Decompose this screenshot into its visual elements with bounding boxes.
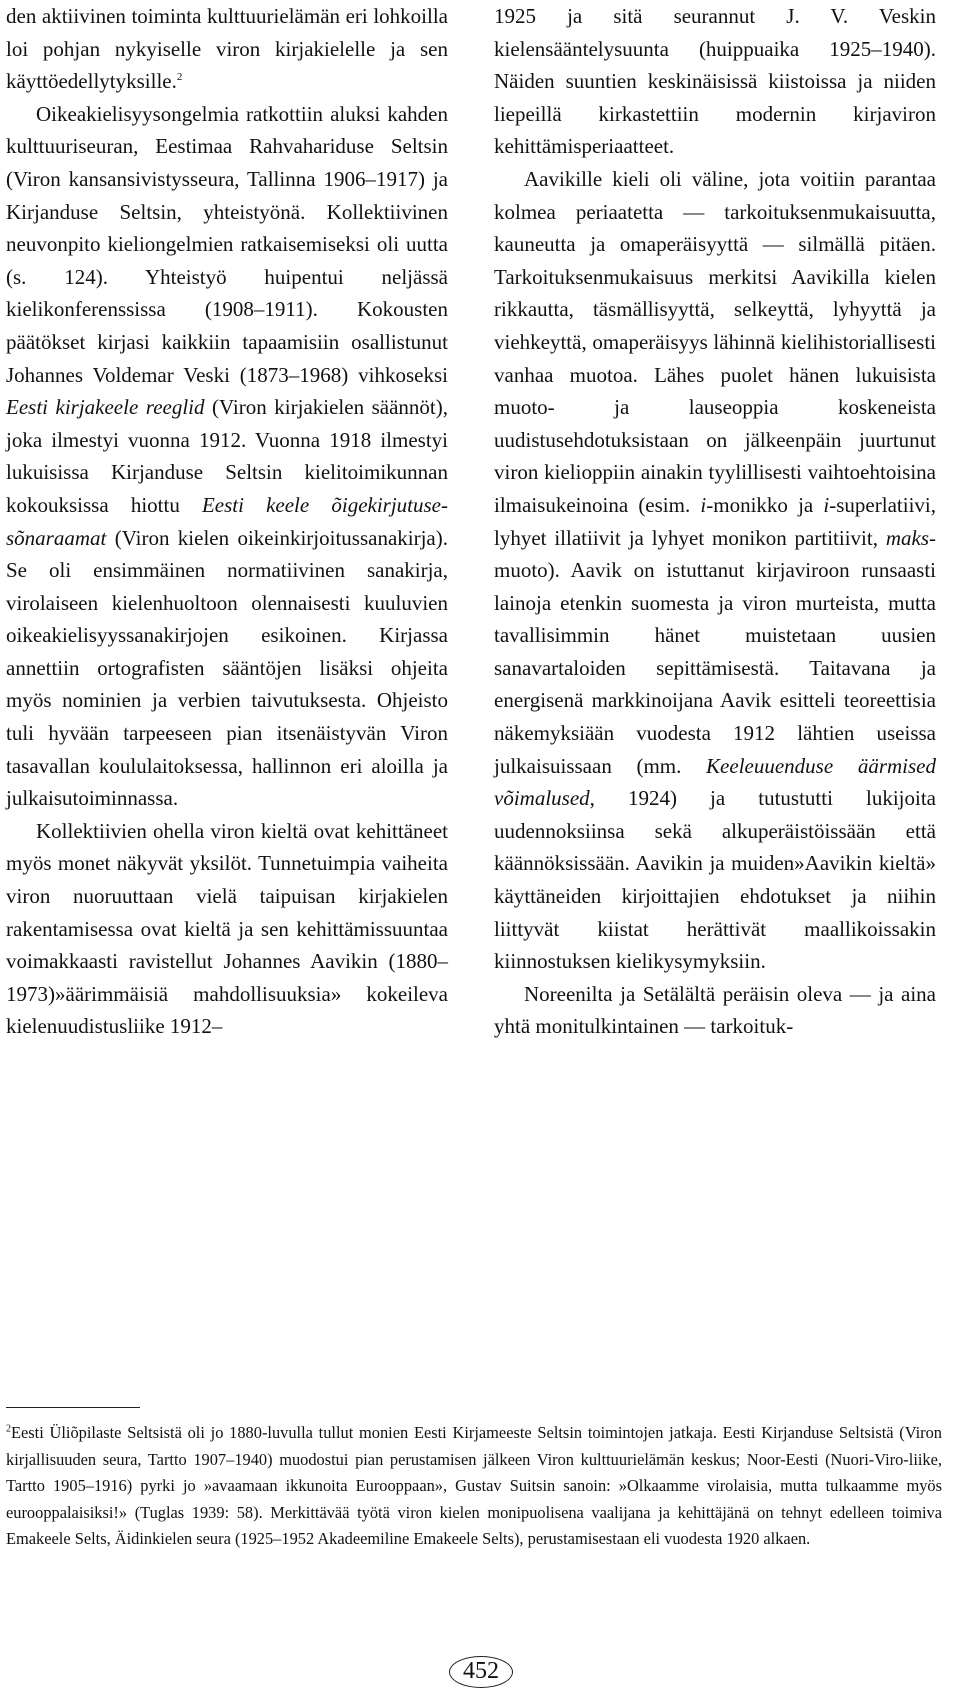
footnote-reference[interactable]: 2	[176, 71, 183, 84]
page-number: 452	[449, 1656, 513, 1688]
footnote	[6, 1420, 942, 1553]
footnote-text: Eesti Üliõpilaste Seltsistä oli jo 1880-luvulla tullut monien Eesti Kirjameeste Seltsin toimintojen jatkaja. Eesti Kirjanduse Seltsistä (Viron kirjallisuuden seura, Tartto 1907–1940) muodostui pian perustamisen jälkeen Viron kulttuurielämän keskus; Noor-Eesti (Nuori-Viro-liike, Tartto 1905–1916) pyrki jo »avaamaan ikkunoita Eurooppaan», Gustav Suitsin sanoin: »Olkaamme virolaisia, mutta tulkaamme myös eurooppalaisiksi!» (Tuglas 1939: 58). Merkittävää työtä viron kielen monipuolisena vaalijana ja kehittäjänä on tehnyt edelleen toimiva Emakeele Selts, Äidinkielen seura (1925–1952 Akadeemiline Emakeele Selts), perustamisestaan eli vuodesta 1920 alkaen.	[6, 1423, 942, 1548]
italic-term: i	[823, 492, 830, 517]
footnote-divider	[6, 1407, 140, 1408]
right-text-column	[494, 0, 936, 1043]
italic-term: maks	[885, 525, 929, 550]
paragraph	[494, 978, 936, 1043]
paragraph-text: (Viron kirjakielen säännöt), joka ilmestyi vuonna 1912. Vuonna 1918 ilmestyi lukuisissa Kirjanduse Seltsin kielitoimikunnan kokouksissa hiottu	[6, 395, 448, 517]
paragraph	[494, 0, 936, 163]
paragraph-text: Oikeakielisyysongelmia ratkottiin aluksi kahden kulttuuriseuran, Eestimaa Rahvahariduse Seltsin (Viron kansansivistysseura, Tallinna 1906–1917) ja Kirjanduse Seltsin, yhteistyönä. Kollektiivinen neuvonpito kieliongelmien ratkaisemiseksi oli uutta (s. 124). Yhteistyö huipentui neljässä kielikonferenssissa (1908–1911). Kokousten päätökset kirjasi kaikkiin tapaamisiin osallistunut Johannes Voldemar Veski (1873–1968) vihkoseksi	[6, 101, 448, 387]
paragraph	[6, 815, 448, 1043]
paragraph	[6, 98, 448, 815]
paragraph-text: Kollektiivien ohella viron kieltä ovat kehittäneet myös monet näkyvät yksilöt. Tunnetuimpia vaiheita viron nuoruuttaan vielä taipuisan kirjakielen rakentamisessa ovat kieltä ja sen kehittämissuuntaa voimakkaasti ravistellut Johannes Aavikin (1880–1973)»äärimmäisiä mahdollisuuksia» kokeileva kielenuudistusliike 1912–	[6, 818, 448, 1039]
paragraph-text: den aktiivinen toiminta kulttuurielämän eri lohkoilla loi pohjan nykyiselle viron kirjakielelle ja sen käyttöedellytyksille.	[6, 4, 448, 94]
paragraph-text: 1925 ja sitä seurannut J. V. Veskin kielensääntelysuunta (huippuaika 1925–1940). Näiden suuntien keskinäisissä kiistoissa ja niiden liepeillä kirkastettiin modernin kirjaviron kehittämisperiaatteet.	[494, 4, 936, 159]
book-title: Eesti kirjakeele reeglid	[6, 395, 205, 420]
paragraph-text: Aavikille kieli oli väline, jota voitiin parantaa kolmea periaatetta — tarkoituksenmukaisuutta, kauneutta ja omaperäisyyttä — silmällä pitäen. Tarkoituksenmukaisuus merkitsi Aavikilla kielen rikkautta, täsmällisyyttä, selkeyttä, lyhyyttä ja viehkeyttä, omaperäisyys lähinnä kielihistoriallisesti vanhaa muotoa. Lähes puolet hänen lukuisista muoto- ja lauseoppia koskeneista uudistusehdotuksistaan on jälkeenpäin juurtunut viron kielioppiin ainakin tyylillisesti vaihtoehtoisina ilmaisukeinoina (esim.	[494, 166, 936, 517]
paragraph-text: Noreenilta ja Setälältä peräisin oleva — ja aina yhtä monitulkintainen — tarkoituk-	[494, 981, 936, 1039]
italic-term: i	[700, 492, 707, 517]
paragraph	[6, 0, 448, 98]
footnote-marker: 2	[6, 1423, 11, 1435]
left-text-column	[6, 0, 448, 1043]
paragraph-text: , 1924) ja tutustutti lukijoita uudennoksiinsa sekä alkuperäistöissään että käännöksissään. Aavikin ja muiden»Aavikin kieltä» käyttäneiden kirjoittajien ehdotukset ja niihin liittyvät kiistat herättivät maallikoissakin kiinnostuksen kielikysymyksiin.	[494, 786, 936, 974]
paragraph	[494, 163, 936, 978]
book-title: Keeleuuenduse äärmised võimalused	[494, 753, 936, 811]
paragraph-text: -muoto). Aavik on istuttanut kirjaviroon runsaasti lainoja etenkin suomesta ja viron murteista, mutta tavallisimmin hänet muistetaan uusien sanavartaloiden sepittämisestä. Taitavana ja energisenä markkinoijana Aavik esitteli teoreettisia näkemyksiään vuodesta 1912 lähtien useissa julkaisuissaan (mm.	[494, 525, 936, 778]
book-title: Eesti keele õigekirjutuse-sõnaraamat	[6, 492, 448, 550]
paragraph-text: (Viron kielen oikeinkirjoitussanakirja). Se oli ensimmäinen normatiivinen sanakirja, virolaiseen kielenhuoltoon olennaisesti kuuluvien oikeakielisyyssanakirjojen esikoinen. Kirjassa annettiin ortografisten sääntöjen lisäksi ohjeita myös nominien ja verbien taivutuksesta. Ohjeisto tuli hyvään tarpeeseen pian itsenäistyvän Viron tasavallan koululaitoksessa, hallinnon eri aloilla ja julkaisutoiminnassa.	[6, 525, 448, 811]
paragraph-text: -monikko ja	[706, 492, 824, 517]
paragraph-text: -superlatiivi, lyhyet illatiivit ja lyhyet monikon partitiivit,	[494, 492, 936, 550]
